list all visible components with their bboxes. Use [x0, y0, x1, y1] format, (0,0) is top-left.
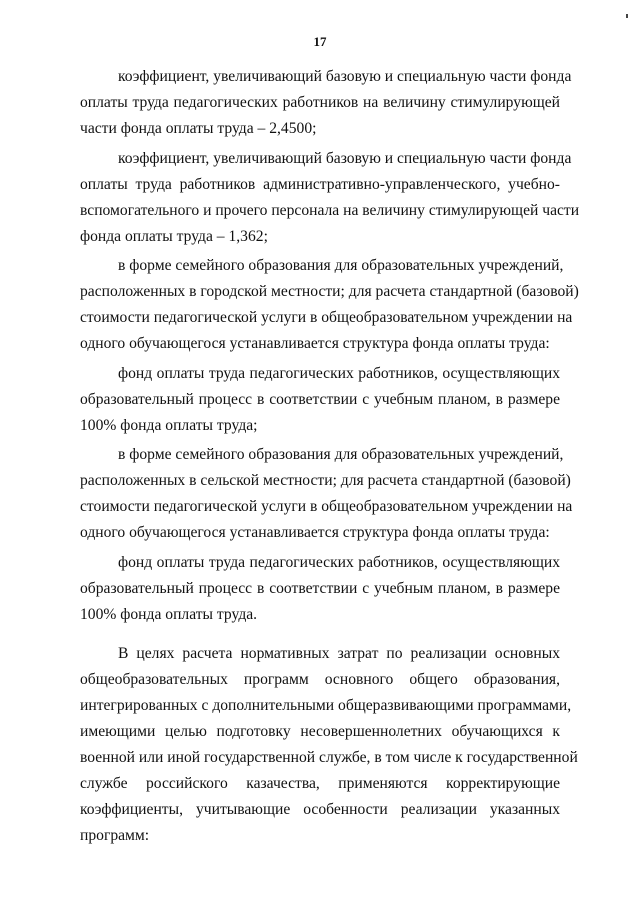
text-line: коэффициент, увеличивающий базовую и специальную части фонда	[118, 68, 572, 85]
text-line: В целях расчета нормативных затрат по реализации основных	[118, 645, 560, 662]
text-line: фонд оплаты труда педагогических работников, осуществляющих	[118, 554, 560, 571]
page-number: 17	[313, 34, 327, 49]
text-line: общеобразовательных программ основного общего образования,	[80, 671, 560, 688]
text-line: образовательный процесс в соответствии с учебным планом, в размере	[80, 391, 560, 408]
text-line: фонда оплаты труда – 1,362;	[80, 228, 268, 245]
text-line: стоимости педагогической услуги в общеобразовательном учреждении на	[80, 498, 573, 515]
text-line: в форме семейного образования для образовательных учреждений,	[118, 257, 564, 274]
text-line: имеющими целью подготовку несовершеннолетних обучающихся к	[80, 723, 560, 740]
text-line: одного обучающегося устанавливается структура фонда оплаты труда:	[80, 335, 550, 352]
scan-speck	[626, 14, 628, 18]
text-line: коэффициенты, учитывающие особенности реализации указанных	[80, 801, 560, 818]
text-line: вспомогательного и прочего персонала на величину стимулирующей части	[80, 202, 580, 219]
text-line: оплаты труда педагогических работников на величину стимулирующей	[80, 94, 560, 111]
text-line: образовательный процесс в соответствии с учебным планом, в размере	[80, 580, 560, 597]
paragraph	[80, 361, 560, 439]
text-line: программ:	[80, 827, 150, 844]
paragraph	[80, 641, 578, 849]
paragraph	[80, 550, 560, 628]
text-line: коэффициент, увеличивающий базовую и специальную части фонда	[118, 150, 572, 167]
text-line: части фонда оплаты труда – 2,4500;	[80, 120, 317, 137]
text-line: фонд оплаты труда педагогических работников, осуществляющих	[118, 365, 560, 382]
text-line: расположенных в сельской местности; для расчета стандартной (базовой)	[80, 472, 571, 489]
text-line: военной или иной государственной службе, в том числе к государственной	[80, 749, 578, 766]
text-line: одного обучающегося устанавливается структура фонда оплаты труда:	[80, 524, 550, 541]
paragraph	[80, 442, 573, 546]
paragraph	[80, 146, 580, 250]
paragraph	[80, 64, 572, 142]
text-line: стоимости педагогической услуги в общеобразовательном учреждении на	[80, 309, 573, 326]
text-line: оплаты труда работников административно-управленческого, учебно-	[80, 176, 560, 193]
text-line: 100% фонда оплаты труда.	[80, 606, 258, 623]
paragraph	[80, 253, 579, 357]
text-line: 100% фонда оплаты труда;	[80, 417, 258, 434]
text-line: интегрированных с дополнительными общеразвивающими программами,	[80, 697, 572, 714]
text-line: в форме семейного образования для образовательных учреждений,	[118, 446, 564, 463]
text-line: расположенных в городской местности; для расчета стандартной (базовой)	[80, 283, 579, 300]
text-line: службе российского казачества, применяются корректирующие	[80, 775, 560, 792]
